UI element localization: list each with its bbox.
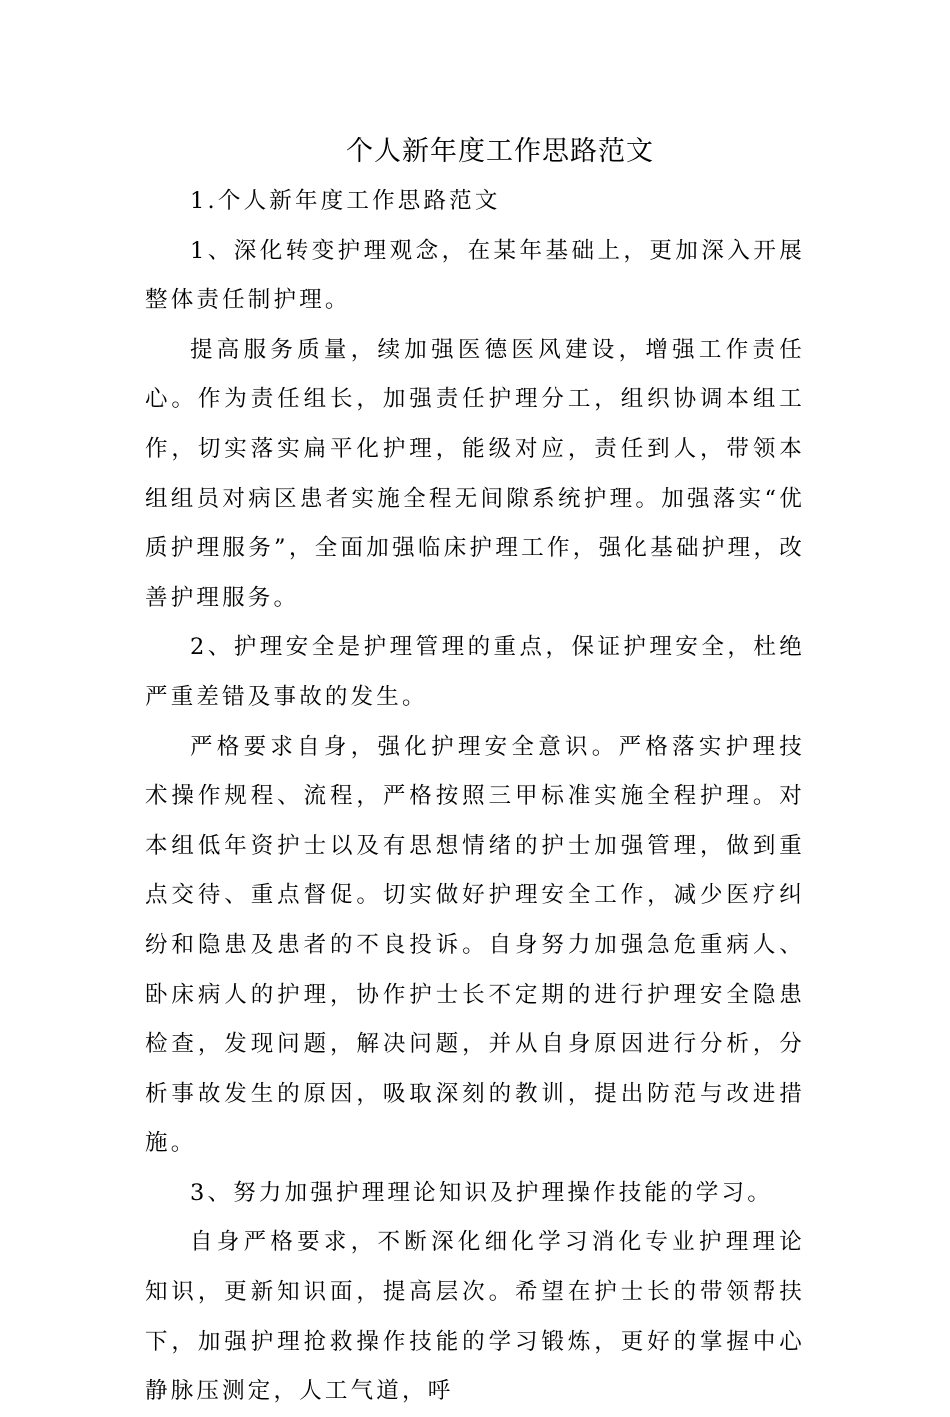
paragraph-point-1-detail: 提高服务质量，续加强医德医风建设，增强工作责任心。作为责任组长，加强责任护理分工，组织协调本组工作，切实落实扁平化护理，能级对应，责任到人，带领本组组员对病区患者实施全程无间隙系统护理。加强落实“优质护理服务”，全面加强临床护理工作，强化基础护理，改善护理服务。 (145, 336, 805, 611)
paragraph-point-3-detail: 自身严格要求，不断深化细化学习消化专业护理理论知识，更新知识面，提高层次。希望在护士长的带领帮扶下，加强护理抢救操作技能的学习锻炼，更好的掌握中心静脉压测定，人工气道，呼 (145, 1229, 805, 1405)
paragraph-point-2-detail: 严格要求自身，强化护理安全意识。严格落实护理技术操作规程、流程，严格按照三甲标准实施全程护理。对本组低年资护士以及有思想情绪的护士加强管理，做到重点交待、重点督促。切实做好护理安全工作，减少医疗纠纷和隐患及患者的不良投诉。自身努力加强急危重病人、卧床病人的护理，协作护士长不定期的进行护理安全隐患检查，发现问题，解决问题，并从自身原因进行分析，分析事故发生的原因，吸取深刻的教训，提出防范与改进措施。 (145, 733, 805, 1157)
paragraph-heading: 1.个人新年度工作思路范文 (190, 188, 501, 214)
paragraph-point-1: 1、深化转变护理观念，在某年基础上，更加深入开展整体责任制护理。 (145, 237, 805, 314)
paragraph-point-2: 2、护理安全是护理管理的重点，保证护理安全，杜绝严重差错及事故的发生。 (145, 634, 805, 710)
document-title: 个人新年度工作思路范文 (346, 136, 654, 167)
paragraph-point-3: 3、努力加强护理理论知识及护理操作技能的学习。 (190, 1179, 773, 1206)
document-body (145, 177, 805, 1417)
